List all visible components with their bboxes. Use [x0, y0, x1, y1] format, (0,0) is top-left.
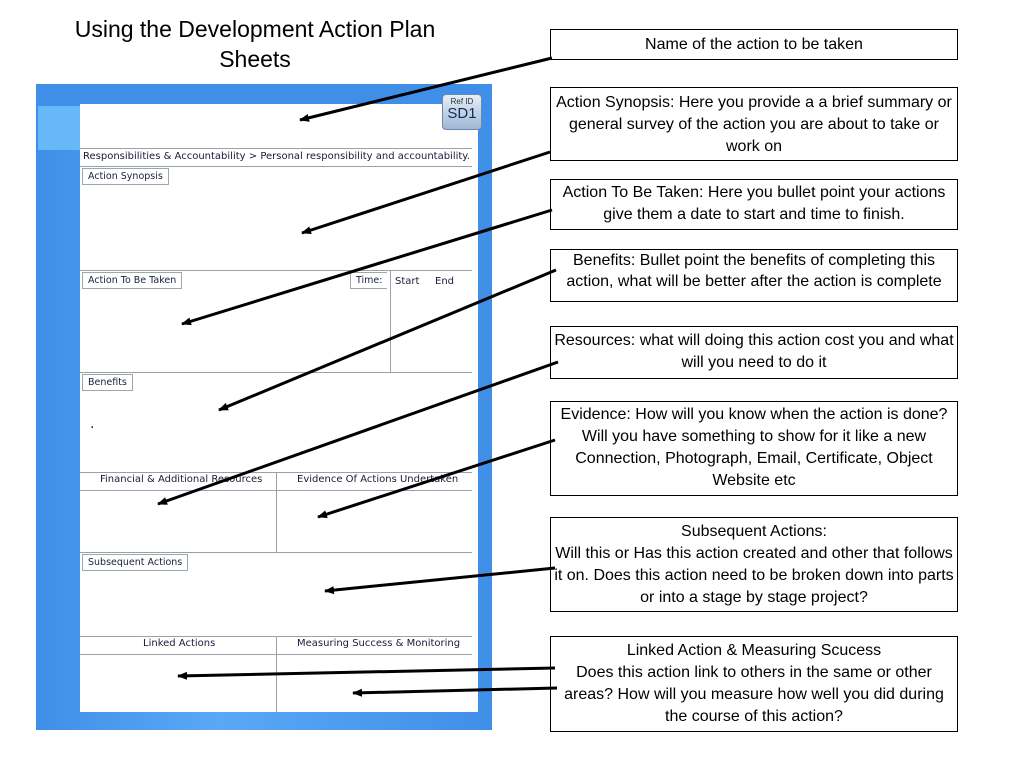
start-label: Start — [395, 276, 420, 287]
sheet-header: Responsibilities & Accountability > Personal responsibility and accountability. — [83, 151, 470, 162]
arrow-benefits — [219, 270, 556, 410]
measuring-success-label: Measuring Success & Monitoring — [297, 638, 461, 649]
subsequent-actions-label: Subsequent Actions — [82, 554, 188, 571]
ref-id-label: Ref ID — [450, 97, 474, 106]
action-to-be-taken-label: Action To Be Taken — [82, 272, 182, 289]
callout-action-name: Name of the action to be taken — [550, 29, 958, 60]
arrow-action-name — [300, 58, 552, 120]
arrow-linked-actions — [178, 668, 555, 676]
arrow-subsequent-actions — [325, 568, 555, 591]
end-label: End — [435, 276, 455, 287]
callout-linked-actions: Linked Action & Measuring Scucess Does this action link to others in the same or other areas? How will you measure how well you did during the course of this action? — [550, 636, 958, 732]
arrow-resources — [158, 362, 558, 504]
action-synopsis-label: Action Synopsis — [82, 168, 169, 185]
arrow-action-to-be-taken — [182, 210, 552, 324]
callout-evidence: Evidence: How will you know when the action is done? Will you have something to show for it like a new Connection, Photograph, Email, Certificate, Object Website etc — [550, 401, 958, 496]
evidence-label: Evidence Of Actions Undertaken — [297, 474, 459, 485]
callout-action-to-be-taken: Action To Be Taken: Here you bullet point your actions give them a date to start and time to finish. — [550, 179, 958, 230]
bullet-point: . — [90, 416, 95, 432]
page-title: Using the Development Action Plan Sheets — [74, 16, 436, 72]
linked-actions-label: Linked Actions — [143, 638, 216, 649]
time-label: Time: — [350, 272, 387, 289]
ref-id-value: SD1 — [447, 105, 477, 122]
callout-benefits: Benefits: Bullet point the benefits of completing this action, what will be better after the action is complete — [550, 249, 958, 302]
callout-subsequent-actions: Subsequent Actions: Will this or Has this action created and other that follows it on. Does this action need to be broken down into parts or into a stage by stage project? — [550, 517, 958, 612]
arrow-evidence — [318, 440, 555, 517]
arrow-measuring-success — [353, 688, 557, 693]
benefits-label: Benefits — [82, 374, 133, 391]
callout-action-synopsis: Action Synopsis: Here you provide a a brief summary or general survey of the action you are about to take or work on — [550, 87, 958, 161]
callout-resources: Resources: what will doing this action cost you and what will you need to do it — [550, 326, 958, 379]
financial-resources-label: Financial & Additional Resources — [100, 474, 263, 485]
